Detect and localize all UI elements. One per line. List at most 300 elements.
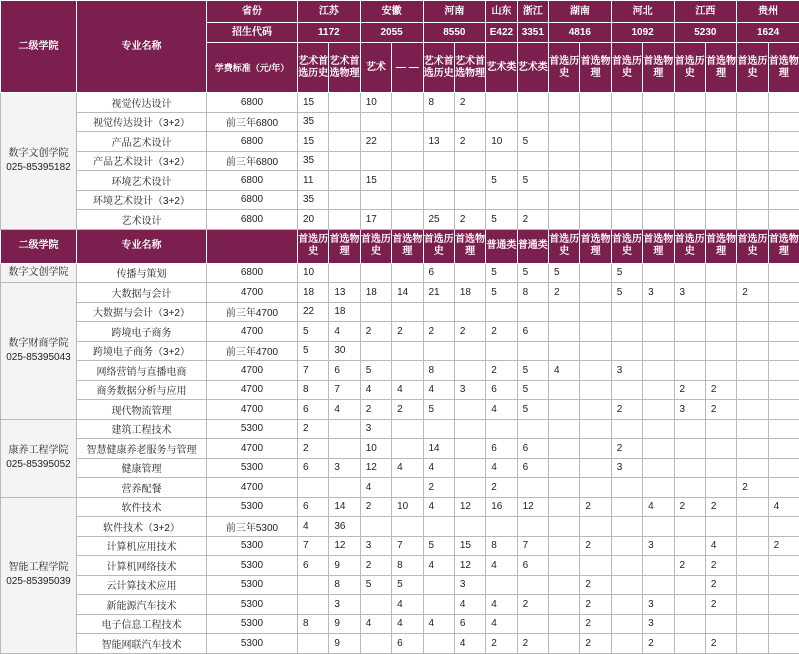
quota-value (423, 151, 454, 171)
quota-value: 5 (360, 575, 391, 595)
quota-value (674, 132, 705, 152)
quota-value (643, 322, 674, 342)
quota-value (674, 151, 705, 171)
quota-value (674, 190, 705, 210)
quota-value (768, 112, 799, 132)
fee-value: 4700 (207, 400, 298, 420)
quota-value (674, 634, 705, 654)
quota-value: 3 (360, 536, 391, 556)
quota-value: 3 (643, 614, 674, 634)
fee-value: 4700 (207, 478, 298, 498)
table-row (1, 497, 799, 517)
quota-value (580, 132, 611, 152)
quota-value (549, 93, 580, 113)
header-shengfen: 省份 (207, 1, 298, 23)
quota-value (768, 419, 799, 439)
college-phone: 025-85395039 (1, 575, 76, 589)
quota-value: 5 (517, 361, 548, 381)
quota-value: 6 (298, 458, 329, 478)
quota-value (392, 112, 423, 132)
subject-label: — — (392, 43, 423, 93)
quota-value (392, 132, 423, 152)
table-row (1, 341, 799, 361)
college-cell (1, 419, 77, 497)
subject-label: 首选历史 (549, 229, 580, 263)
quota-value (768, 341, 799, 361)
quota-value (549, 132, 580, 152)
quota-value (611, 190, 642, 210)
quota-value (360, 112, 391, 132)
quota-value: 4 (705, 536, 736, 556)
subject-label: 艺术首选物理 (329, 43, 360, 93)
quota-value: 3 (329, 458, 360, 478)
major-name: 智慧健康养老服务与管理 (77, 439, 207, 459)
quota-value (611, 419, 642, 439)
quota-value (768, 190, 799, 210)
subject-label: 首选物理 (705, 43, 736, 93)
quota-value: 3 (674, 283, 705, 303)
quota-value: 20 (298, 210, 329, 230)
major-name: 视觉传达设计 (77, 93, 207, 113)
quota-value (643, 400, 674, 420)
quota-value (705, 322, 736, 342)
quota-value: 9 (329, 634, 360, 654)
quota-value (737, 380, 768, 400)
quota-value: 3 (611, 361, 642, 381)
quota-value (454, 112, 485, 132)
quota-value (643, 439, 674, 459)
quota-value: 10 (298, 263, 329, 283)
subject-label: 首选物理 (768, 229, 799, 263)
quota-value (705, 132, 736, 152)
fee-value: 4700 (207, 380, 298, 400)
quota-value (643, 151, 674, 171)
quota-value: 2 (360, 497, 391, 517)
quota-value (360, 634, 391, 654)
quota-value: 16 (486, 497, 517, 517)
table-row (1, 302, 799, 322)
fee-value: 6800 (207, 190, 298, 210)
quota-value: 2 (580, 595, 611, 615)
fee-value: 前三年4700 (207, 302, 298, 322)
subject-label: 首选历史 (549, 43, 580, 93)
quota-value (737, 132, 768, 152)
quota-value (768, 614, 799, 634)
fee-value: 5300 (207, 536, 298, 556)
quota-value: 2 (580, 536, 611, 556)
quota-value: 4 (454, 595, 485, 615)
subject-label: 首选物理 (580, 229, 611, 263)
quota-value: 14 (329, 497, 360, 517)
major-name: 建筑工程技术 (77, 419, 207, 439)
quota-value (768, 93, 799, 113)
quota-value: 9 (329, 556, 360, 576)
quota-value: 15 (298, 93, 329, 113)
quota-value (768, 132, 799, 152)
quota-value (643, 361, 674, 381)
quota-value: 2 (454, 210, 485, 230)
quota-value: 2 (705, 497, 736, 517)
quota-value (392, 302, 423, 322)
quota-value (580, 283, 611, 303)
quota-value (549, 419, 580, 439)
major-name: 环境艺术设计（3+2） (77, 190, 207, 210)
fee-value: 6800 (207, 171, 298, 191)
fee-value: 5300 (207, 497, 298, 517)
quota-value: 4 (549, 361, 580, 381)
quota-value (360, 151, 391, 171)
quota-value (705, 210, 736, 230)
major-name: 现代物流管理 (77, 400, 207, 420)
quota-value (611, 341, 642, 361)
quota-value (549, 190, 580, 210)
fee-value: 4700 (207, 361, 298, 381)
province-code: 8550 (423, 23, 486, 43)
subject-label: 首选历史 (360, 229, 391, 263)
province-name: 河南 (423, 1, 486, 23)
subject-label: 首选物理 (580, 43, 611, 93)
quota-value: 2 (705, 400, 736, 420)
quota-value: 3 (674, 400, 705, 420)
quota-value: 5 (486, 210, 517, 230)
quota-value (580, 400, 611, 420)
quota-value (517, 190, 548, 210)
quota-value: 3 (329, 595, 360, 615)
quota-value (674, 575, 705, 595)
quota-value (737, 322, 768, 342)
major-name: 大数据与会计 (77, 283, 207, 303)
quota-value: 2 (705, 380, 736, 400)
quota-value (705, 93, 736, 113)
quota-value (705, 614, 736, 634)
quota-value (611, 497, 642, 517)
quota-value: 6 (486, 439, 517, 459)
quota-value (329, 263, 360, 283)
quota-value: 5 (392, 575, 423, 595)
quota-value (705, 171, 736, 191)
quota-value: 12 (517, 497, 548, 517)
quota-value: 18 (360, 283, 391, 303)
quota-value (580, 322, 611, 342)
quota-value (643, 419, 674, 439)
fee-value: 5300 (207, 634, 298, 654)
subject-label: 首选物理 (705, 229, 736, 263)
quota-value (674, 210, 705, 230)
major-name: 智能网联汽车技术 (77, 634, 207, 654)
quota-value (768, 595, 799, 615)
quota-value (549, 380, 580, 400)
major-name: 计算机网络技术 (77, 556, 207, 576)
table-row (1, 171, 799, 191)
quota-value (329, 112, 360, 132)
quota-value: 35 (298, 151, 329, 171)
quota-value: 4 (423, 497, 454, 517)
quota-value (737, 190, 768, 210)
quota-value (549, 400, 580, 420)
quota-value: 4 (486, 595, 517, 615)
quota-value (737, 419, 768, 439)
quota-value (329, 419, 360, 439)
quota-value (392, 341, 423, 361)
quota-value: 2 (674, 556, 705, 576)
college-name: 数字文创学院 (1, 147, 76, 161)
quota-value: 2 (486, 634, 517, 654)
quota-value (705, 151, 736, 171)
major-name: 软件技术 (77, 497, 207, 517)
quota-value: 8 (486, 536, 517, 556)
quota-value: 4 (486, 458, 517, 478)
quota-value: 5 (298, 322, 329, 342)
quota-value (768, 151, 799, 171)
table-row (1, 478, 799, 498)
quota-value (643, 517, 674, 537)
quota-value: 2 (580, 634, 611, 654)
quota-value: 3 (643, 536, 674, 556)
quota-value: 15 (298, 132, 329, 152)
quota-value (768, 478, 799, 498)
table-row (1, 283, 799, 303)
quota-value (611, 634, 642, 654)
subject-label: 首选物理 (329, 229, 360, 263)
college-cell (1, 497, 77, 653)
header-blank (207, 229, 298, 263)
quota-value (643, 132, 674, 152)
quota-value: 4 (423, 380, 454, 400)
quota-value: 4 (360, 614, 391, 634)
quota-value: 2 (423, 322, 454, 342)
quota-value (768, 556, 799, 576)
fee-value: 5300 (207, 419, 298, 439)
quota-value (611, 322, 642, 342)
quota-value (705, 517, 736, 537)
quota-value: 2 (768, 536, 799, 556)
quota-value (298, 595, 329, 615)
quota-value (454, 361, 485, 381)
quota-value: 8 (329, 575, 360, 595)
quota-value: 10 (360, 439, 391, 459)
college-name: 数字财商学院 (1, 337, 76, 351)
quota-value: 4 (392, 380, 423, 400)
header-erji-2: 二级学院 (1, 229, 77, 263)
quota-value (392, 171, 423, 191)
quota-value (768, 322, 799, 342)
quota-value (768, 400, 799, 420)
quota-value (423, 190, 454, 210)
quota-value (674, 171, 705, 191)
quota-value (392, 517, 423, 537)
major-name: 大数据与会计（3+2） (77, 302, 207, 322)
fee-value: 前三年4700 (207, 341, 298, 361)
quota-value (549, 556, 580, 576)
quota-value (549, 634, 580, 654)
quota-value (517, 478, 548, 498)
quota-value (737, 302, 768, 322)
subject-label: 首选历史 (674, 229, 705, 263)
major-name: 视觉传达设计（3+2） (77, 112, 207, 132)
subject-label: 普通类 (486, 229, 517, 263)
quota-value: 2 (517, 595, 548, 615)
quota-value: 2 (360, 556, 391, 576)
quota-value (737, 400, 768, 420)
quota-value: 4 (298, 517, 329, 537)
quota-value (611, 380, 642, 400)
quota-value: 5 (517, 171, 548, 191)
quota-value: 5 (298, 341, 329, 361)
table-row (1, 380, 799, 400)
quota-value (643, 171, 674, 191)
quota-value (737, 458, 768, 478)
table-row (1, 634, 799, 654)
quota-value (580, 112, 611, 132)
quota-value (486, 190, 517, 210)
subject-label: 首选物理 (392, 229, 423, 263)
quota-value (611, 132, 642, 152)
province-name: 江苏 (298, 1, 361, 23)
subject-label: 首选历史 (674, 43, 705, 93)
header-zhuanye: 专业名称 (77, 1, 207, 93)
fee-value: 4700 (207, 283, 298, 303)
quota-value: 3 (611, 458, 642, 478)
major-name: 跨境电子商务（3+2） (77, 341, 207, 361)
quota-value (549, 302, 580, 322)
quota-value (705, 361, 736, 381)
quota-value: 2 (454, 322, 485, 342)
quota-value (329, 210, 360, 230)
quota-value (580, 302, 611, 322)
quota-value (580, 517, 611, 537)
quota-value (517, 112, 548, 132)
quota-value: 6 (517, 556, 548, 576)
quota-value: 21 (423, 283, 454, 303)
quota-value (643, 458, 674, 478)
quota-value: 4 (423, 614, 454, 634)
quota-value: 2 (298, 439, 329, 459)
quota-value (392, 210, 423, 230)
quota-value (298, 575, 329, 595)
fee-value: 6800 (207, 132, 298, 152)
province-code: E422 (486, 23, 517, 43)
college-phone: 025-85395052 (1, 458, 76, 472)
quota-value (611, 556, 642, 576)
quota-value (298, 634, 329, 654)
quota-value (768, 283, 799, 303)
quota-value (549, 575, 580, 595)
table-row (1, 614, 799, 634)
quota-value (392, 361, 423, 381)
quota-value (454, 151, 485, 171)
quota-value: 10 (392, 497, 423, 517)
college-phone: 025-85395043 (1, 351, 76, 365)
quota-value: 5 (486, 171, 517, 191)
quota-value (517, 151, 548, 171)
quota-value: 7 (392, 536, 423, 556)
quota-value (737, 112, 768, 132)
table-row (1, 361, 799, 381)
quota-value: 6 (298, 556, 329, 576)
quota-value: 2 (392, 400, 423, 420)
quota-value: 4 (768, 497, 799, 517)
quota-value: 2 (454, 132, 485, 152)
quota-value (611, 517, 642, 537)
quota-value (705, 283, 736, 303)
quota-value (611, 595, 642, 615)
province-name: 湖南 (549, 1, 612, 23)
quota-value (737, 497, 768, 517)
quota-value (423, 419, 454, 439)
subject-label: 首选物理 (454, 229, 485, 263)
quota-value (643, 478, 674, 498)
quota-value (768, 439, 799, 459)
subject-label: 艺术类 (486, 43, 517, 93)
province-name: 安徽 (360, 1, 423, 23)
quota-value (392, 151, 423, 171)
quota-value: 7 (298, 536, 329, 556)
quota-value (454, 458, 485, 478)
quota-value (392, 93, 423, 113)
quota-value (454, 263, 485, 283)
table-row (1, 536, 799, 556)
quota-value (611, 210, 642, 230)
quota-value (423, 302, 454, 322)
quota-value: 35 (298, 112, 329, 132)
fee-value: 5300 (207, 575, 298, 595)
table-row (1, 419, 799, 439)
fee-value: 6800 (207, 263, 298, 283)
fee-value: 6800 (207, 93, 298, 113)
quota-value: 5 (517, 380, 548, 400)
quota-value: 36 (329, 517, 360, 537)
subject-label: 艺术首选历史 (298, 43, 329, 93)
quota-value: 2 (705, 634, 736, 654)
subject-label: 首选物理 (643, 43, 674, 93)
quota-value: 5 (486, 263, 517, 283)
quota-value: 2 (517, 634, 548, 654)
quota-value: 2 (737, 283, 768, 303)
quota-value: 2 (360, 400, 391, 420)
quota-value (549, 171, 580, 191)
fee-value: 5300 (207, 458, 298, 478)
quota-value: 8 (423, 361, 454, 381)
quota-value: 2 (674, 380, 705, 400)
major-name: 艺术设计 (77, 210, 207, 230)
quota-value (360, 263, 391, 283)
quota-value: 15 (360, 171, 391, 191)
quota-value (737, 171, 768, 191)
quota-value (329, 132, 360, 152)
quota-value (580, 263, 611, 283)
quota-value: 2 (392, 322, 423, 342)
subject-label: 艺术类 (517, 43, 548, 93)
quota-value (517, 302, 548, 322)
subject-label: 首选物理 (643, 229, 674, 263)
quota-value: 5 (423, 536, 454, 556)
quota-value: 6 (298, 497, 329, 517)
fee-value: 前三年6800 (207, 112, 298, 132)
table-row (1, 595, 799, 615)
subject-label: 首选历史 (737, 229, 768, 263)
quota-value: 4 (329, 400, 360, 420)
quota-value (674, 614, 705, 634)
quota-value (674, 419, 705, 439)
quota-value: 2 (705, 556, 736, 576)
quota-value (454, 400, 485, 420)
quota-value: 12 (454, 556, 485, 576)
quota-value (549, 536, 580, 556)
quota-value (517, 517, 548, 537)
quota-value: 7 (298, 361, 329, 381)
quota-value (423, 341, 454, 361)
quota-value (737, 575, 768, 595)
